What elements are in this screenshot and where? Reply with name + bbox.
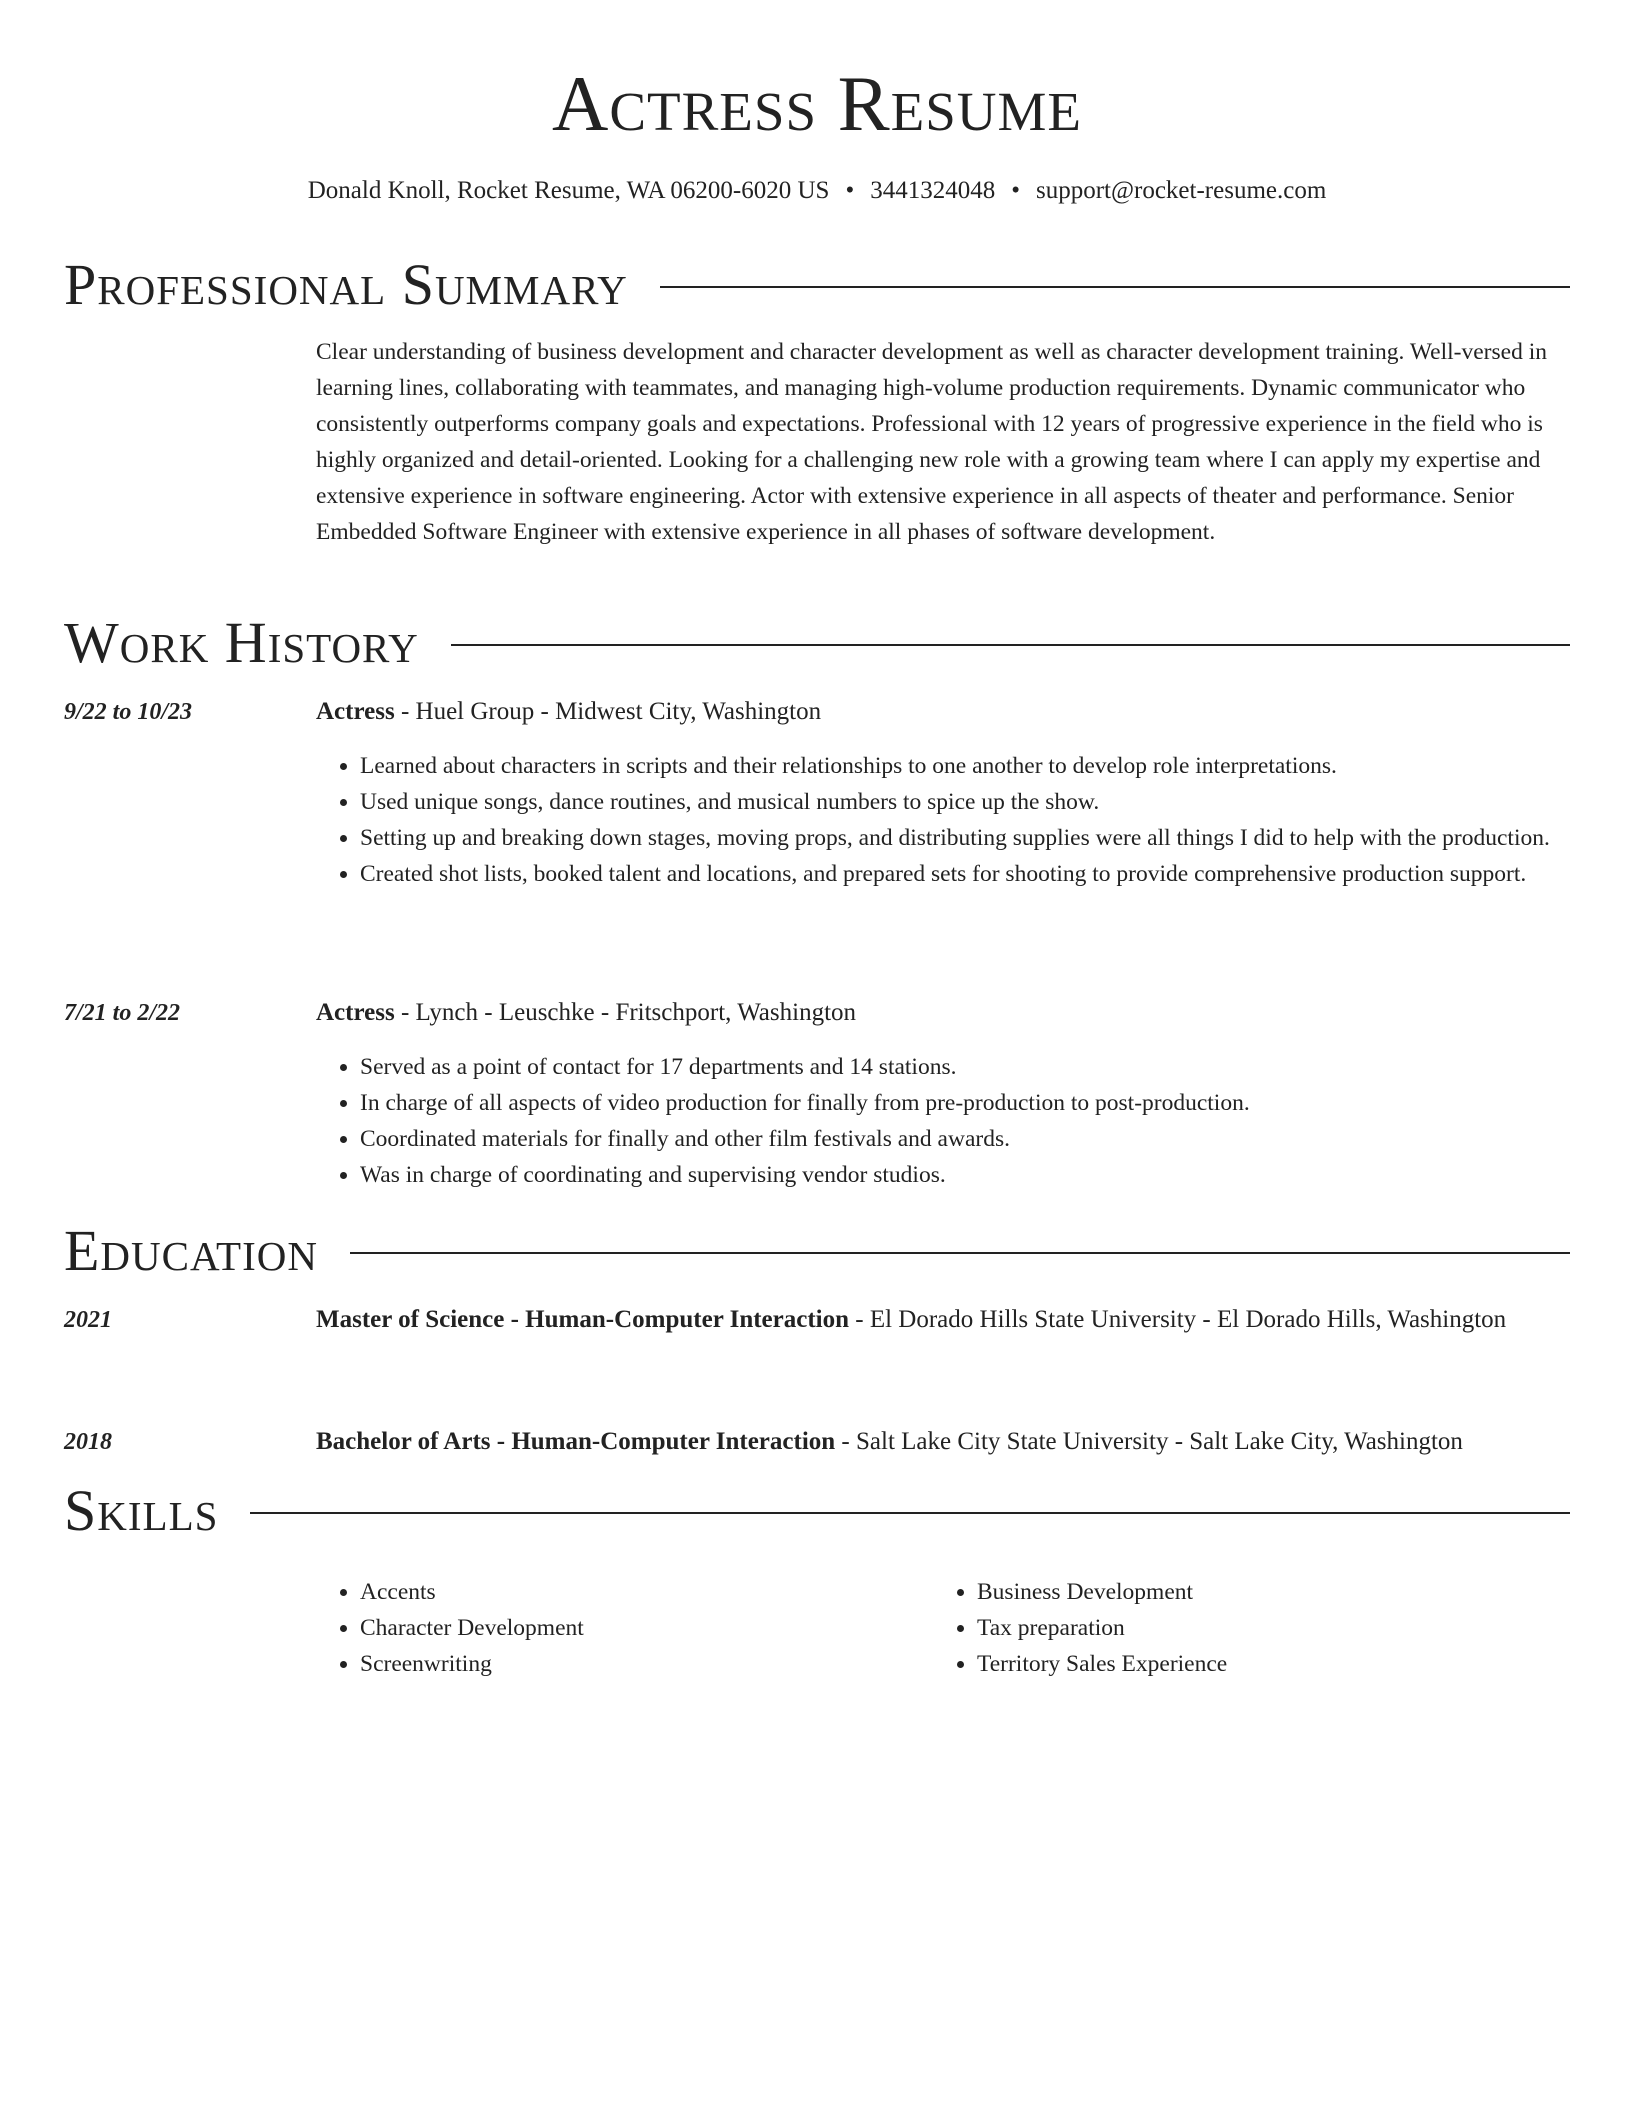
summary-text: Clear understanding of business development and character development as well as character development training. Well-versed in learning lines, collaborating with teammates, and managing high-volume production requirements. Dynamic communicator who consistently outperforms company goals and expectations. Professional with 12 years of progressive experience in the field who is highly organized and detail-oriented. Looking for a challenging new role with a growing team where I can apply my expertise and extensive experience in software engineering. Actor with extensive experience in all aspects of theater and performance. Senior Embedded Software Engineer with extensive experience in all phases of software development.: [316, 339, 1547, 545]
list-item: • Learned about characters in scripts and their relationships to one another to develop role interpretations.: [360, 748, 1570, 784]
list-item: • Used unique songs, dance routines, and musical numbers to spice up the show.: [360, 784, 1570, 820]
job-headline: [316, 692, 1570, 732]
job-headline: [316, 993, 1570, 1033]
work-section-header: [64, 610, 1570, 676]
education-details: - El Dorado Hills State University - El Dorado Hills, Washington: [849, 1306, 1507, 1333]
skills-section-header: [64, 1478, 1570, 1544]
contact-email: support@rocket-resume.com: [1035, 177, 1327, 204]
skill-item: • Character Development: [360, 1610, 916, 1646]
list-item: • Coordinated materials for finally and other film festivals and awards.: [360, 1121, 1570, 1157]
education-year: 2021: [64, 1307, 112, 1333]
contact-phone: 3441324048: [870, 177, 996, 204]
job-dates: 7/21 to 2/22: [64, 1000, 181, 1026]
skill-item: • Accents: [360, 1574, 916, 1610]
list-item: • Served as a point of contact for 17 departments and 14 stations.: [360, 1049, 1570, 1085]
education-headline: [316, 1422, 1570, 1462]
education-degree: Master of Science - Human-Computer Interaction: [316, 1306, 850, 1333]
section-divider: [250, 1512, 1570, 1514]
job-title: Actress: [316, 999, 395, 1026]
contact-separator: •: [1011, 177, 1020, 204]
education-degree: Bachelor of Arts - Human-Computer Interaction: [316, 1428, 836, 1455]
skill-item: • Business Development: [977, 1574, 1533, 1610]
section-divider: [350, 1252, 1570, 1254]
contact-line: [64, 174, 1570, 208]
education-details: - Salt Lake City State University - Salt Lake City, Washington: [835, 1428, 1463, 1455]
skills-list-right: [933, 1574, 1533, 1682]
education-year: 2018: [64, 1429, 112, 1455]
skill-item: • Screenwriting: [360, 1646, 916, 1682]
list-item: • Setting up and breaking down stages, moving props, and distributing supplies were all things I did to help with the production.: [360, 820, 1570, 856]
job-bullets: [316, 748, 1570, 892]
education-heading: Education: [64, 1218, 318, 1283]
job-dates: 9/22 to 10/23: [64, 699, 193, 725]
job-title: Actress: [316, 698, 395, 725]
section-divider: [660, 286, 1570, 288]
job-details: - Lynch - Leuschke - Fritschport, Washington: [394, 999, 857, 1026]
job-details: - Huel Group - Midwest City, Washington: [394, 698, 822, 725]
summary-section-header: [64, 252, 1570, 318]
resume-title: Actress Resume: [552, 60, 1082, 147]
skills-heading: Skills: [64, 1478, 219, 1543]
list-item: • In charge of all aspects of video production for finally from pre-production to post-production.: [360, 1085, 1570, 1121]
summary-heading: Professional Summary: [64, 252, 628, 317]
skill-item: • Tax preparation: [977, 1610, 1533, 1646]
education-headline: [316, 1300, 1570, 1340]
contact-separator: •: [845, 177, 855, 204]
work-heading: Work History: [64, 610, 419, 675]
list-item: • Created shot lists, booked talent and locations, and prepared sets for shooting to provide comprehensive production support.: [360, 856, 1570, 892]
skill-item: • Territory Sales Experience: [977, 1646, 1533, 1682]
contact-address: Donald Knoll, Rocket Resume, WA 06200-6020 US: [307, 177, 830, 204]
section-divider: [451, 644, 1570, 646]
skills-list-left: [316, 1574, 916, 1682]
education-section-header: [64, 1218, 1570, 1284]
list-item: • Was in charge of coordinating and supervising vendor studios.: [360, 1157, 1570, 1193]
job-bullets: [316, 1049, 1570, 1193]
